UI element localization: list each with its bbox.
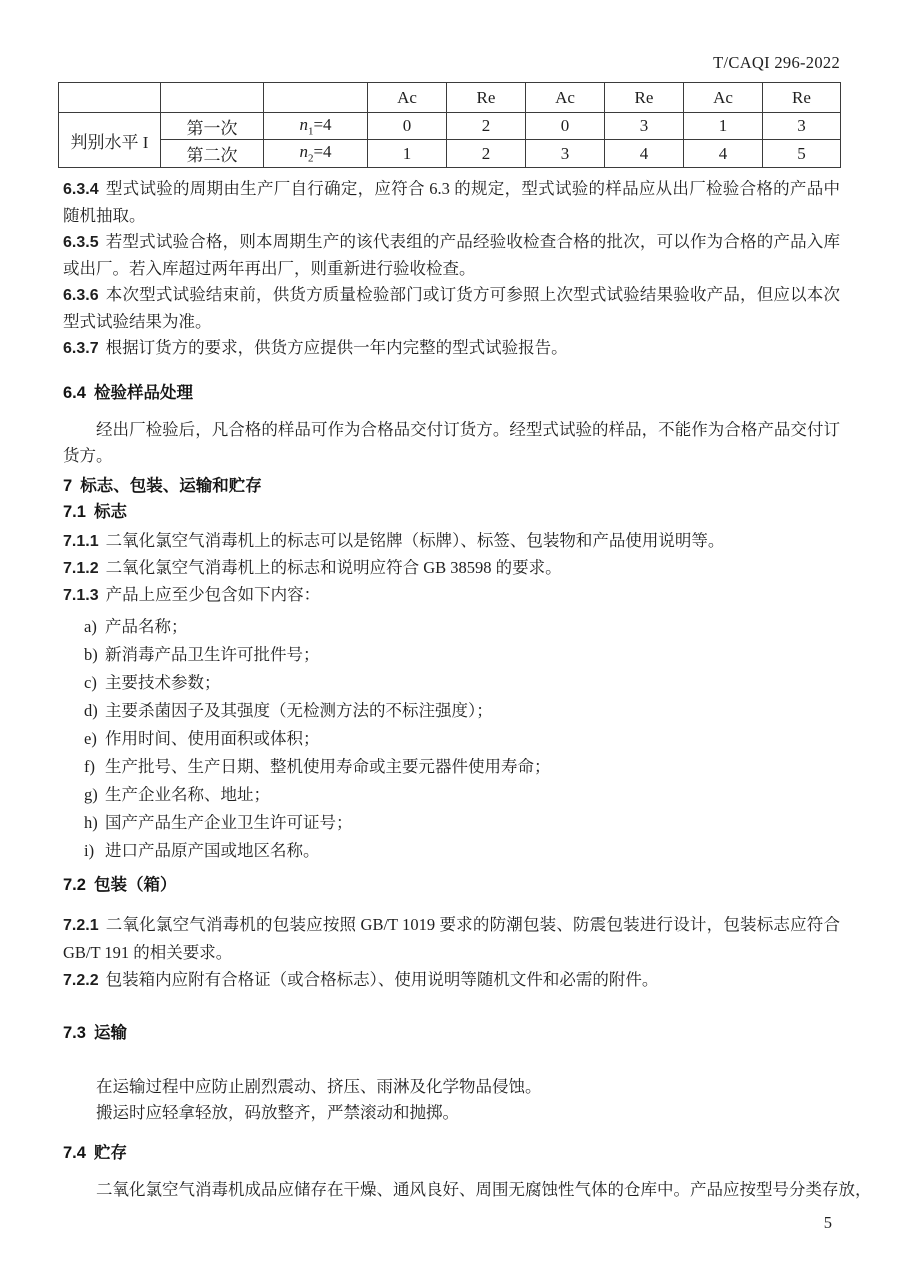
list-text: 进口产品原产国或地区名称。 — [105, 841, 320, 860]
n-subscript: 1 — [307, 125, 314, 138]
value-cell: 3 — [763, 113, 841, 140]
n-symbol: n — [299, 142, 308, 162]
heading-number: 7 — [63, 477, 73, 495]
clause-7-3-body-1: 在运输过程中应防止剧烈震动、挤压、雨淋及化学物品侵蚀。 — [96, 1077, 542, 1096]
list-item — [84, 669, 840, 697]
list-text: 生产企业名称、地址； — [105, 785, 270, 804]
sampling-judgement-table — [58, 82, 841, 168]
col-header-ac-1: Ac — [368, 83, 447, 113]
clause-7-1-1 — [63, 528, 840, 555]
list-text: 生产批号、生产日期、整机使用寿命或主要元器件使用寿命； — [105, 757, 551, 776]
list-marker: f) — [84, 757, 95, 776]
heading-number: 6.4 — [63, 384, 86, 402]
clause-text: 若型式试验合格，则本周期生产的该代表组的产品经验收检查合格的批次，可以作为合格的产品入库或出厂。若入库超过两年再出厂，则重新进行验收检查。 — [63, 232, 840, 278]
table-row-first-attempt — [59, 113, 841, 140]
list-item — [84, 809, 840, 837]
clause-number: 7.1.3 — [63, 587, 99, 604]
heading-title: 标志 — [93, 503, 127, 521]
list-text: 国产产品生产企业卫生许可证号； — [105, 813, 353, 832]
list-marker: c) — [84, 673, 97, 692]
list-text: 作用时间、使用面积或体积； — [105, 729, 320, 748]
list-text: 主要杀菌因子及其强度（无检测方法的不标注强度）； — [105, 701, 493, 720]
list-text: 主要技术参数； — [105, 673, 221, 692]
list-item — [84, 613, 840, 641]
empty-cell — [161, 83, 264, 113]
value-cell: 2 — [447, 113, 526, 140]
clause-text: 二氧化氯空气消毒机的包装应按照 GB/T 1019 要求的防潮包装、防震包装进行设计，包装标志应符合 GB/T 191 的相关要求。 — [63, 915, 840, 962]
clause-text: 二氧化氯空气消毒机上的标志和说明应符合 GB 38598 的要求。 — [105, 558, 562, 577]
list-marker: e) — [84, 729, 97, 748]
col-header-ac-3: Ac — [684, 83, 763, 113]
clause-text: 型式试验的周期由生产厂自行确定，应符合 6.3 的规定，型式试验的样品应从出厂检验合格的产品中随机抽取。 — [63, 179, 840, 225]
value-cell: 1 — [368, 140, 447, 168]
heading-number: 7.2 — [63, 876, 86, 894]
clause-6-3-5 — [63, 229, 840, 282]
clause-number: 6.3.7 — [63, 340, 99, 357]
value-cell: 3 — [605, 113, 684, 140]
heading-7 — [63, 473, 840, 499]
row-group-label: 判别水平 I — [59, 113, 161, 168]
empty-cell — [59, 83, 161, 113]
col-header-re-1: Re — [447, 83, 526, 113]
value-cell: 1 — [684, 113, 763, 140]
sample-size-cell — [264, 140, 368, 168]
list-marker: a) — [84, 617, 97, 636]
label-content-list — [84, 613, 840, 865]
clause-number: 7.2.2 — [63, 972, 99, 989]
clause-7-2-2 — [63, 966, 840, 994]
table-header-row — [59, 83, 841, 113]
heading-7-2 — [63, 872, 840, 898]
list-item — [84, 781, 840, 809]
list-marker: i) — [84, 841, 95, 860]
list-text: 产品名称； — [105, 617, 188, 636]
col-header-re-3: Re — [763, 83, 841, 113]
clause-number: 7.1.1 — [63, 533, 99, 550]
clause-number: 6.3.4 — [63, 181, 99, 198]
heading-7-4 — [63, 1140, 840, 1166]
value-cell: 5 — [763, 140, 841, 168]
heading-number: 7.1 — [63, 503, 86, 521]
table-row-second-attempt — [59, 140, 841, 168]
attempt-cell: 第二次 — [161, 140, 264, 168]
heading-title: 包装（箱） — [93, 876, 177, 894]
clause-7-1-2 — [63, 555, 840, 582]
list-item — [84, 697, 840, 725]
attempt-cell: 第一次 — [161, 113, 264, 140]
sample-size-cell — [264, 113, 368, 140]
n-value: =4 — [313, 142, 332, 162]
standard-number: T/CAQI 296-2022 — [713, 53, 840, 72]
list-marker: b) — [84, 645, 98, 664]
list-marker: g) — [84, 785, 98, 804]
clause-text: 包装箱内应附有合格证（或合格标志）、使用说明等随机文件和必需的附件。 — [105, 970, 659, 989]
n-subscript: 2 — [307, 152, 314, 165]
clause-7-3-body-2: 搬运时应轻拿轻放，码放整齐，严禁滚动和抛掷。 — [96, 1103, 459, 1122]
clause-6-3-4 — [63, 176, 840, 229]
col-header-re-2: Re — [605, 83, 684, 113]
clause-6-4-body: 经出厂检验后，凡合格的样品可作为合格品交付订货方。经型式试验的样品，不能作为合格产品交付订货方。 — [63, 420, 840, 465]
list-marker: d) — [84, 701, 98, 720]
heading-7-3 — [63, 1020, 840, 1046]
n-symbol: n — [299, 114, 308, 134]
heading-title: 标志、包装、运输和贮存 — [80, 477, 262, 495]
value-cell: 4 — [684, 140, 763, 168]
list-item — [84, 641, 840, 669]
heading-title: 贮存 — [93, 1144, 127, 1162]
list-item — [84, 753, 840, 781]
clause-text: 本次型式试验结束前，供货方质量检验部门或订货方可参照上次型式试验结果验收产品，但应以本次型式试验结果为准。 — [63, 285, 840, 331]
clause-text: 二氧化氯空气消毒机上的标志可以是铭牌（标牌）、标签、包装物和产品使用说明等。 — [105, 531, 725, 550]
empty-cell — [264, 83, 368, 113]
list-text: 新消毒产品卫生许可批件号； — [105, 645, 320, 664]
value-cell: 0 — [368, 113, 447, 140]
heading-number: 7.4 — [63, 1144, 86, 1162]
list-marker: h) — [84, 813, 98, 832]
clause-number: 7.1.2 — [63, 560, 99, 577]
heading-6-4 — [63, 380, 840, 406]
page-number: 5 — [823, 1213, 832, 1232]
heading-7-1 — [63, 499, 840, 525]
heading-number: 7.3 — [63, 1024, 86, 1042]
heading-title: 检验样品处理 — [93, 384, 193, 402]
list-item — [84, 837, 840, 865]
value-cell: 2 — [447, 140, 526, 168]
col-header-ac-2: Ac — [526, 83, 605, 113]
clause-number: 6.3.5 — [63, 234, 99, 251]
value-cell: 0 — [526, 113, 605, 140]
clause-text: 根据订货方的要求，供货方应提供一年内完整的型式试验报告。 — [105, 338, 568, 357]
heading-title: 运输 — [93, 1024, 127, 1042]
clause-6-3-6 — [63, 282, 840, 335]
list-item — [84, 725, 840, 753]
clause-number: 6.3.6 — [63, 287, 99, 304]
n-value: =4 — [313, 114, 332, 134]
clause-7-1-3 — [63, 582, 840, 609]
clause-7-4-body: 二氧化氯空气消毒机成品应储存在干燥、通风良好、周围无腐蚀性气体的仓库中。产品应按型号分类存放， — [96, 1180, 872, 1199]
clause-number: 7.2.1 — [63, 917, 99, 934]
clause-7-2-1 — [63, 911, 840, 966]
value-cell: 3 — [526, 140, 605, 168]
clause-text: 产品上应至少包含如下内容： — [105, 585, 321, 604]
clause-6-3-7 — [63, 335, 840, 362]
value-cell: 4 — [605, 140, 684, 168]
